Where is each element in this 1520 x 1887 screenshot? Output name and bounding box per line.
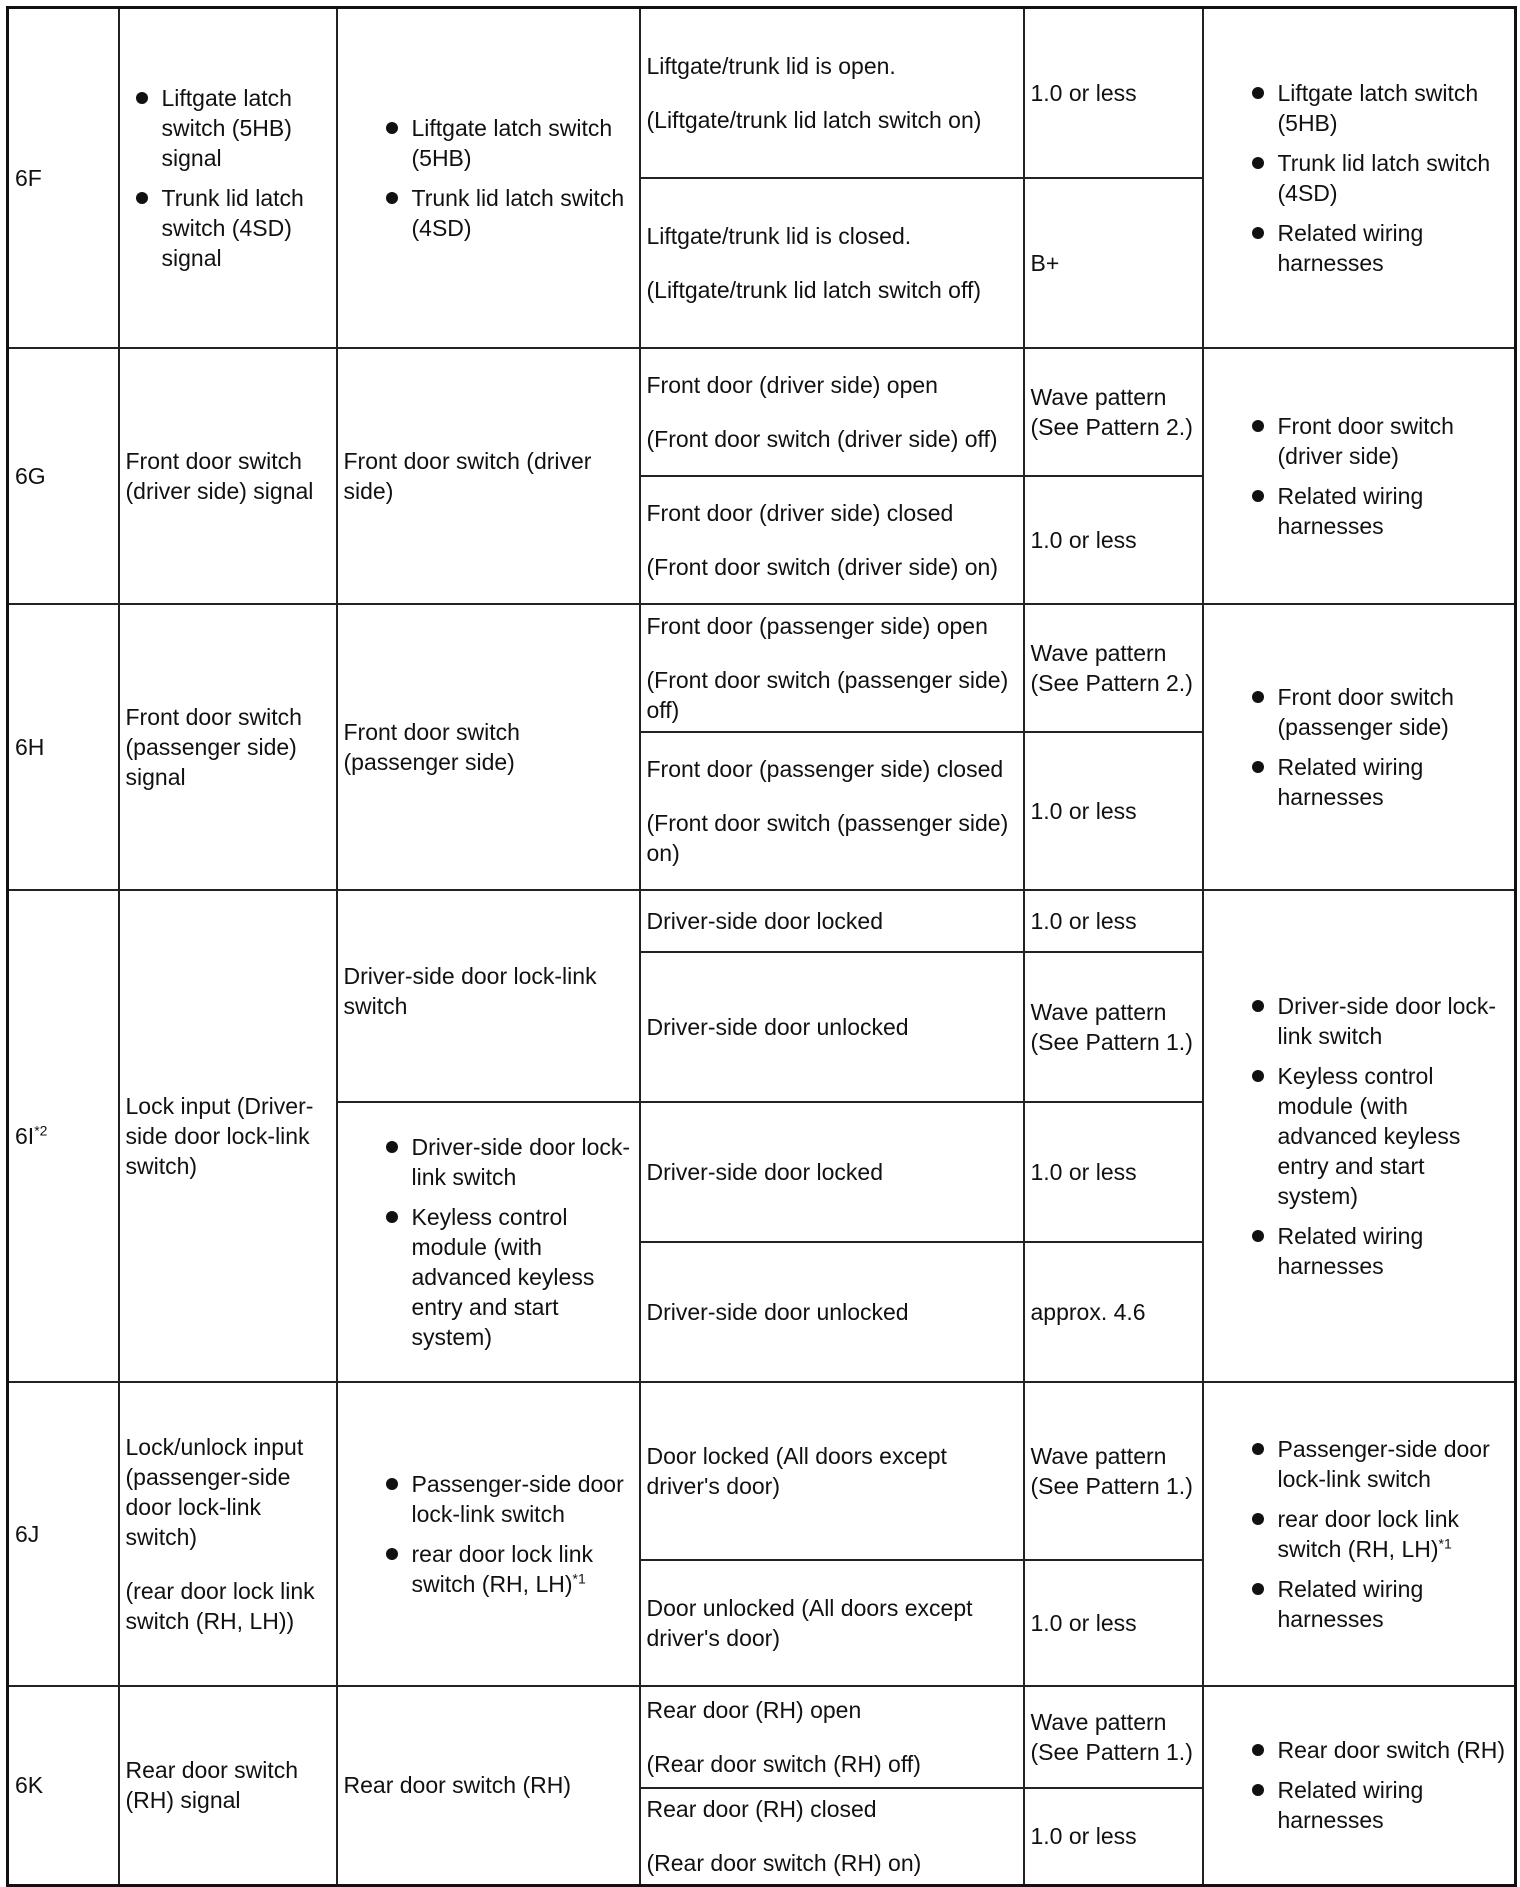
list-item: [124, 183, 330, 273]
value-cell: [1024, 1560, 1203, 1686]
value-text: Wave pattern (See Pattern 1.): [1030, 1708, 1193, 1765]
connected-list: [374, 113, 633, 243]
bullet-icon: [1252, 1230, 1264, 1242]
connected-list: [374, 1132, 633, 1352]
bullet-icon: [1252, 761, 1264, 773]
inspection-cell: [1203, 348, 1516, 604]
condition-text: Liftgate/trunk lid is closed.: [646, 222, 912, 249]
list-item: [1240, 78, 1509, 138]
footnote-marker: *1: [1438, 1534, 1452, 1551]
terminal-label: 6K: [15, 1772, 44, 1799]
condition-detail: (Rear door switch (RH) off): [646, 1750, 921, 1777]
list-item: [1240, 481, 1509, 541]
list-item: [1240, 1574, 1509, 1634]
condition-detail: (Front door switch (passenger side) on): [646, 809, 1009, 866]
value-cell: [1024, 1102, 1203, 1242]
bullet-icon: [1252, 691, 1264, 703]
condition-detail: (Front door switch (passenger side) off): [646, 666, 1009, 723]
inspection-text: Related wiring harnesses: [1277, 219, 1424, 276]
table-row: [8, 1686, 1516, 1788]
value-text: Wave pattern (See Pattern 2.): [1030, 639, 1193, 696]
condition-text: Front door (passenger side) closed: [646, 755, 1004, 782]
bullet-icon: [1252, 1000, 1264, 1012]
list-item: [1240, 991, 1509, 1051]
list-item: [374, 113, 633, 173]
inspection-text: Rear door switch (RH): [1277, 1737, 1505, 1764]
value-text: 1.0 or less: [1030, 1823, 1137, 1850]
inspection-text: rear door lock link switch (RH, LH): [1277, 1505, 1460, 1562]
value-text: 1.0 or less: [1030, 797, 1137, 824]
table-row: [8, 348, 1516, 476]
list-item: [374, 1132, 633, 1192]
signal-text: Lock input (Driver-side door lock-link switch): [125, 1092, 314, 1179]
signal-text: Liftgate latch switch (5HB) signal: [161, 84, 292, 171]
condition-cell: [640, 1560, 1024, 1686]
condition-detail: (Liftgate/trunk lid latch switch on): [646, 106, 982, 133]
inspection-text: Driver-side door lock-link switch: [1277, 992, 1497, 1049]
bullet-icon: [1252, 227, 1264, 239]
inspection-text: Passenger-side door lock-link switch: [1277, 1435, 1490, 1492]
connected-text: rear door lock link switch (RH, LH): [411, 1540, 594, 1597]
connected-text: Trunk lid latch switch (4SD): [411, 184, 625, 241]
terminal-label: 6F: [15, 164, 42, 191]
bullet-icon: [1252, 1443, 1264, 1455]
terminal-spec-table: [6, 6, 1517, 1887]
connected-text: Keyless control module (with advanced keyless entry and start system): [411, 1203, 595, 1350]
inspection-cell: [1203, 1382, 1516, 1686]
inspection-text: Related wiring harnesses: [1277, 1575, 1424, 1632]
inspection-cell: [1203, 8, 1516, 348]
connected-to-cell: [337, 1382, 640, 1686]
bullet-icon: [386, 1478, 398, 1490]
signal-cell: [119, 604, 337, 890]
bullet-icon: [1252, 1784, 1264, 1796]
inspection-text: Front door switch (passenger side): [1277, 683, 1454, 740]
list-item: [1240, 752, 1509, 812]
list-item: [1240, 1504, 1509, 1564]
connected-to-cell: [337, 8, 640, 348]
list-item: [374, 1539, 633, 1599]
terminal-cell: [8, 604, 119, 890]
signal-text: Rear door switch (RH) signal: [125, 1757, 299, 1814]
list-item: [124, 83, 330, 173]
condition-cell: [640, 1242, 1024, 1382]
inspection-list: [1240, 991, 1509, 1281]
inspection-cell: [1203, 890, 1516, 1382]
condition-cell: [640, 952, 1024, 1102]
signal-text: Trunk lid latch switch (4SD) signal: [161, 184, 304, 271]
bullet-icon: [1252, 1070, 1264, 1082]
connected-to-cell: [337, 348, 640, 604]
value-text: 1.0 or less: [1030, 526, 1137, 553]
inspection-list: [1240, 78, 1509, 278]
inspection-list: [1240, 1434, 1509, 1634]
value-cell: [1024, 178, 1203, 348]
list-item: [1240, 218, 1509, 278]
value-cell: [1024, 1686, 1203, 1788]
value-cell: [1024, 732, 1203, 890]
value-text: B+: [1030, 249, 1060, 276]
condition-cell: [640, 1686, 1024, 1788]
connected-text: Liftgate latch switch (5HB): [411, 114, 613, 171]
bullet-icon: [1252, 490, 1264, 502]
value-cell: [1024, 348, 1203, 476]
connected-text: Driver-side door lock-link switch: [343, 962, 597, 1019]
value-text: approx. 4.6: [1030, 1298, 1146, 1325]
condition-text: Driver-side door locked: [646, 907, 883, 934]
value-text: 1.0 or less: [1030, 1158, 1137, 1185]
terminal-label: 6I: [15, 1122, 35, 1149]
condition-cell: [640, 8, 1024, 178]
terminal-cell: [8, 8, 119, 348]
list-item: [1240, 1434, 1509, 1494]
condition-text: Front door (driver side) open: [646, 371, 938, 398]
signal-cell: [119, 1686, 337, 1886]
condition-detail: (Liftgate/trunk lid latch switch off): [646, 276, 981, 303]
value-cell: [1024, 8, 1203, 178]
list-item: [1240, 1775, 1509, 1835]
condition-text: Driver-side door unlocked: [646, 1013, 909, 1040]
condition-cell: [640, 348, 1024, 476]
inspection-text: Related wiring harnesses: [1277, 482, 1424, 539]
terminal-label: 6J: [15, 1520, 40, 1547]
signal-text: Front door switch (passenger side) signal: [125, 703, 302, 790]
connected-to-cell: [337, 604, 640, 890]
bullet-icon: [1252, 157, 1264, 169]
inspection-cell: [1203, 604, 1516, 890]
value-text: Wave pattern (See Pattern 1.): [1030, 1442, 1193, 1499]
condition-cell: [640, 476, 1024, 604]
connected-text: Front door switch (passenger side): [343, 718, 520, 775]
bullet-icon: [1252, 1583, 1264, 1595]
value-cell: [1024, 604, 1203, 732]
terminal-label: 6H: [15, 733, 45, 760]
signal-cell: [119, 890, 337, 1382]
condition-cell: [640, 1102, 1024, 1242]
condition-cell: [640, 1788, 1024, 1886]
connected-text: Driver-side door lock-link switch: [411, 1133, 631, 1190]
list-item: [374, 1202, 633, 1352]
connected-text: Passenger-side door lock-link switch: [411, 1470, 624, 1527]
condition-text: Driver-side door locked: [646, 1158, 883, 1185]
inspection-text: Related wiring harnesses: [1277, 753, 1424, 810]
list-item: [1240, 1735, 1509, 1765]
table-row: [8, 1382, 1516, 1560]
condition-text: Door locked (All doors except driver's door): [646, 1442, 947, 1499]
inspection-text: Related wiring harnesses: [1277, 1777, 1424, 1834]
condition-text: Rear door (RH) closed: [646, 1796, 877, 1823]
condition-cell: [640, 178, 1024, 348]
table-row: [8, 890, 1516, 952]
value-cell: [1024, 476, 1203, 604]
condition-text: Front door (driver side) closed: [646, 499, 954, 526]
bullet-icon: [1252, 87, 1264, 99]
bullet-icon: [136, 92, 148, 104]
list-item: [1240, 1061, 1509, 1211]
connected-text: Front door switch (driver side): [343, 447, 592, 504]
bullet-icon: [386, 1211, 398, 1223]
terminal-cell: [8, 348, 119, 604]
bullet-icon: [386, 122, 398, 134]
bullet-icon: [1252, 1513, 1264, 1525]
value-text: 1.0 or less: [1030, 79, 1137, 106]
condition-detail: (Front door switch (driver side) off): [646, 425, 998, 452]
connected-to-cell: [337, 1102, 640, 1382]
connected-list: [374, 1469, 633, 1599]
bullet-icon: [386, 192, 398, 204]
value-text: 1.0 or less: [1030, 1609, 1137, 1636]
value-text: Wave pattern (See Pattern 2.): [1030, 383, 1193, 440]
value-text: 1.0 or less: [1030, 907, 1137, 934]
bullet-icon: [1252, 1744, 1264, 1756]
condition-text: Driver-side door unlocked: [646, 1298, 909, 1325]
list-item: [1240, 1221, 1509, 1281]
terminal-cell: [8, 890, 119, 1382]
list-item: [374, 183, 633, 243]
signal-text: Lock/unlock input (passenger-side door lock-link switch): [125, 1433, 304, 1550]
bullet-icon: [1252, 420, 1264, 432]
inspection-cell: [1203, 1686, 1516, 1886]
bullet-icon: [136, 192, 148, 204]
list-item: [1240, 411, 1509, 471]
inspection-text: Trunk lid latch switch (4SD): [1277, 149, 1491, 206]
value-text: Wave pattern (See Pattern 1.): [1030, 998, 1193, 1055]
condition-text: Door unlocked (All doors except driver's door): [646, 1594, 973, 1651]
value-cell: [1024, 952, 1203, 1102]
signal-cell: [119, 1382, 337, 1686]
value-cell: [1024, 890, 1203, 952]
connected-to-cell: [337, 1686, 640, 1886]
condition-cell: [640, 890, 1024, 952]
value-cell: [1024, 1382, 1203, 1560]
inspection-text: Related wiring harnesses: [1277, 1222, 1424, 1279]
value-cell: [1024, 1242, 1203, 1382]
table-row: [8, 8, 1516, 178]
condition-text: Liftgate/trunk lid is open.: [646, 52, 896, 79]
connected-text: Rear door switch (RH): [343, 1772, 571, 1799]
inspection-list: [1240, 682, 1509, 812]
footnote-marker: *1: [572, 1569, 586, 1586]
terminal-label: 6G: [15, 462, 46, 489]
condition-detail: (Front door switch (driver side) on): [646, 553, 998, 580]
terminal-cell: [8, 1382, 119, 1686]
footnote-marker: *2: [34, 1121, 48, 1138]
list-item: [1240, 148, 1509, 208]
signal-text: Front door switch (driver side) signal: [125, 447, 314, 504]
signal-list: [124, 83, 330, 273]
terminal-cell: [8, 1686, 119, 1886]
condition-cell: [640, 732, 1024, 890]
connected-to-cell: [337, 890, 640, 1102]
signal-cell: [119, 348, 337, 604]
list-item: [374, 1469, 633, 1529]
bullet-icon: [386, 1548, 398, 1560]
bullet-icon: [386, 1141, 398, 1153]
condition-cell: [640, 604, 1024, 732]
condition-detail: (Rear door switch (RH) on): [646, 1850, 922, 1877]
inspection-text: Keyless control module (with advanced keyless entry and start system): [1277, 1062, 1461, 1209]
inspection-text: Liftgate latch switch (5HB): [1277, 79, 1479, 136]
inspection-text: Front door switch (driver side): [1277, 412, 1454, 469]
signal-text-secondary: (rear door lock link switch (RH, LH)): [125, 1577, 315, 1634]
inspection-list: [1240, 1735, 1509, 1835]
condition-cell: [640, 1382, 1024, 1560]
inspection-list: [1240, 411, 1509, 541]
condition-text: Rear door (RH) open: [646, 1696, 862, 1723]
table-row: [8, 604, 1516, 732]
signal-cell: [119, 8, 337, 348]
value-cell: [1024, 1788, 1203, 1886]
list-item: [1240, 682, 1509, 742]
condition-text: Front door (passenger side) open: [646, 612, 988, 639]
